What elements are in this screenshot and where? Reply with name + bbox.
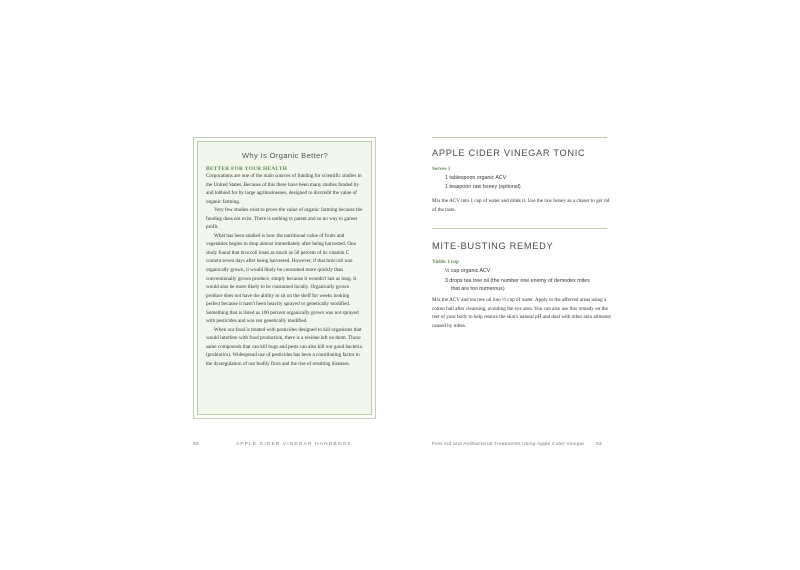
sidebar-paragraph: Very few studies exist to prove the value of organic farming because the funding does not exist. There is nothing to patent and so no way to garner profit. (206, 207, 363, 231)
sidebar-box (193, 137, 376, 419)
sidebar-title: Why Is Organic Better? (241, 151, 329, 160)
left-running-footer: APPLE CIDER VINEGAR HANDBOOK (236, 442, 352, 447)
ingredient-item (445, 268, 490, 276)
recipe-yield: Serves 1 (432, 166, 451, 172)
right-page-number: 83 (596, 442, 602, 447)
sidebar-inner (197, 141, 372, 415)
recipe-yield: Yields 1 cup (432, 259, 459, 265)
ingredient-text: 3 drops tea tree oil (the number one enemy of demodex mites (445, 278, 590, 284)
recipe-directions: Mix the ACV into 1 cup of water and drink it. Use the raw honey as a chaser to get rid of the taste. (432, 198, 610, 213)
ingredient-text: 1 teaspoon raw honey (optional) (445, 184, 521, 190)
recipe-title: MITE-BUSTING REMEDY (432, 241, 554, 251)
sidebar-paragraph: When our food is treated with pesticides designed to kill organisms that would interfere with food production, there is a residue left on them. Those same compounds that can kill bugs and pests can also kill our good bacteria (probiotics). Widespread use of pesticides has been a contributing factor to the dysregulation of our bodily flora and the rise of resulting diseases. (206, 326, 362, 368)
ingredient-text: ½ cup organic ACV (445, 268, 491, 274)
recipe-directions: Mix the ACV and tea tree oil into ½ cup of water. Apply to the affected areas using a cotton ball after cleansing, avoiding the eye area. You can also use this remedy on the rest of your body to help restore the skin's natural pH and deal with other skin ailments caused by mites. (432, 297, 611, 329)
sidebar-heading: BETTER FOR YOUR HEALTH (206, 166, 288, 172)
section-rule (432, 228, 607, 229)
ingredient-item (445, 184, 521, 192)
ingredient-text: 1 tablespoon organic ACV (445, 175, 507, 181)
top-rule (432, 137, 607, 138)
ingredient-item (445, 175, 506, 183)
sidebar-paragraph: Corporations are one of the main sources of funding for scientific studies in the United States. Because of this there have been many studies funded by and lobbied for by large agribusinesses, designed to discredit the value of organic farming. (206, 173, 362, 205)
sidebar-paragraph: What has been studied is how the nutritional value of fruits and vegetables begins to drop almost immediately after being harvested. One study found that broccoli loses as much as 50 percent of its vitamin C content seven days after being harvested. However, if that broccoli was organically grown, it would likely be consumed more quickly than conventionally grown produce, simply because it wouldn't last as long. It would also be more likely to be consumed locally. Organically grown produce does not have the ability to sit on the shelf for weeks looking perfect because it hasn't been heavily sprayed or genetically modified. Something that is listed as 100 percent organically grown was not sprayed with pesticides and was not genetically modified. (206, 232, 359, 325)
left-page-number: 82 (193, 442, 199, 447)
right-running-footer: First Aid and Antibacterial Treatments Using Apple Cider Vinegar (432, 442, 585, 447)
ingredient-item (445, 278, 590, 293)
recipe-title: APPLE CIDER VINEGAR TONIC (432, 148, 586, 158)
ingredient-text-continued: that are too numerous) (451, 285, 505, 292)
